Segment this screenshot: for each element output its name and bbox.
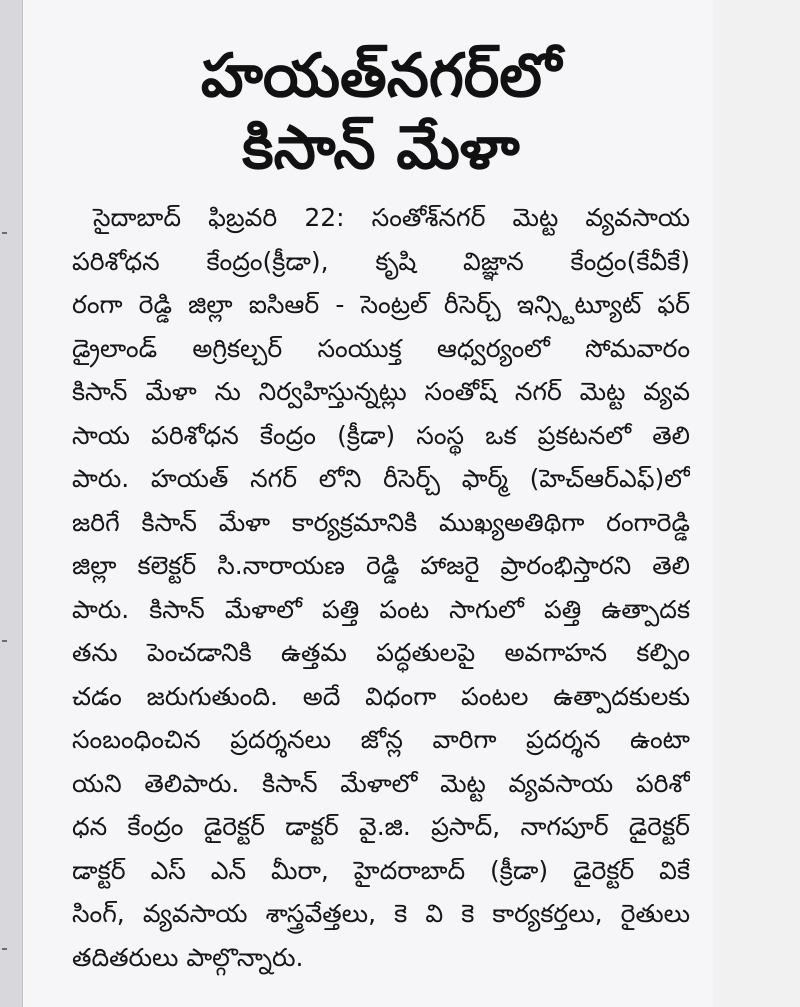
body-line-last: తదితరులు పాల్గొన్నారు.	[72, 942, 304, 972]
body-line: సంబంధించిన ప్రదర్శనలు జోన్ల వారిగా ప్రదర్శన ఉంటా	[72, 725, 690, 754]
body-line: ధన కేంద్రం డైరెక్టర్ డాక్టర్ వై.జి. ప్రసాద్, నాగపూర్ డైరెక్టర్	[72, 812, 690, 841]
body-line: తను పెంచడానికి ఉత్తమ పద్ధతులపై అవగాహన కల్పిం	[72, 638, 690, 667]
body-line: జిల్లా కలెక్టర్ సి.నారాయణ రెడ్డి హాజరై ప్రారంభిస్తారని తెలి	[72, 551, 690, 580]
headline-line: కిసాన్ మేళా	[242, 113, 520, 183]
body-line: సింగ్, వ్యవసాయ శాస్త్రవేత్తలు, కె వి కె కార్యకర్తలు, రైతులు	[72, 899, 690, 928]
scan-speck	[2, 232, 7, 234]
article-body	[72, 196, 690, 979]
headline-line: హయత్‌నగర్‌లో	[200, 41, 562, 111]
body-line: చడం జరుగుతుంది. అదే విధంగా పంటల ఉత్పాదకులకు	[72, 681, 690, 711]
body-line: సాయ పరిశోధన కేంద్రం (క్రీడా) సంస్థ ఒక ప్రకటనలో తెలి	[72, 420, 690, 450]
article-headline	[72, 40, 690, 184]
body-line: కిసాన్ మేళా ను నిర్వహిస్తున్నట్లు సంతోష్ నగర్ మెట్ట వ్యవ	[72, 377, 690, 406]
body-line: డ్రైలాండ్ అగ్రికల్చర్ సంయుక్త ఆధ్వర్యంలో సోమవారం	[72, 333, 690, 363]
scan-speck	[2, 948, 7, 950]
body-line: డాక్టర్ ఎస్ ఎన్ మీరా, హైదరాబాద్ (క్రీడా) డైరెక్టర్ వికే	[72, 855, 690, 885]
body-line: సైదాబాద్ ఫిబ్రవరి 22: సంతోశ్‌నగర్ మెట్ట వ్యవసాయ	[93, 203, 690, 232]
body-line: పరిశోధన కేంద్రం(క్రీడా), కృషి విజ్ఞాన కేంద్రం(కేవీకే)	[72, 246, 690, 276]
body-line: పారు. కిసాన్ మేళాలో పత్తి పంట సాగులో పత్తి ఉత్పాదక	[72, 594, 690, 624]
body-line: రంగా రెడ్డి జిల్లా ఐసిఆర్ - సెంట్రల్ రీసెర్చ్ ఇన్స్టిట్యూట్ ఫర్	[72, 290, 690, 319]
page-margin	[713, 0, 800, 1007]
scan-edge-strip	[0, 0, 23, 1007]
body-line: యని తెలిపారు. కిసాన్ మేళాలో మెట్ట వ్యవసాయ పరిశో	[72, 768, 690, 798]
body-line: పారు. హయత్ నగర్ లోని రీసెర్చ్ ఫార్మ్ (హెచ్ఆర్ఎఫ్)లో	[72, 464, 690, 493]
body-line: జరిగే కిసాన్ మేళా కార్యక్రమానికి ముఖ్యఅతిథిగా రంగారెడ్డి	[72, 507, 690, 537]
scan-speck	[2, 640, 7, 642]
